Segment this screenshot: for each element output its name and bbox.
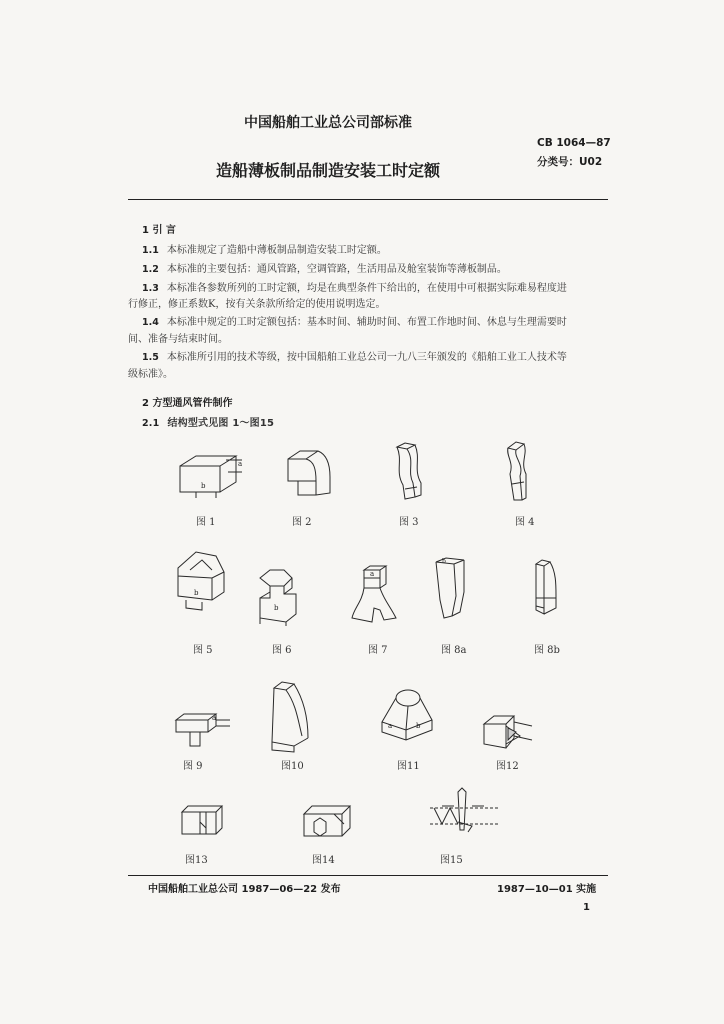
clause-1-3-cont: 行修正，修正系数K，按有关条款所给定的使用说明选定。 (128, 299, 386, 310)
figure-8a-drawing (432, 556, 472, 622)
figure-7-drawing (350, 562, 402, 630)
clause-text: 本标准规定了造船中薄板制品制造安装工时定额。 (166, 245, 387, 256)
figure-3-drawing (393, 441, 423, 503)
figure-15-caption: 图15 (440, 855, 463, 866)
clause-1-1 (142, 241, 612, 256)
clause-text: 本标准所引用的技术等级，按中国船舶工业总公司一九八三年颁发的《船舶工业工人技术等 (166, 352, 567, 363)
figure-8b-caption: 图 8b (534, 645, 560, 656)
figure-4-caption: 图 4 (515, 517, 535, 528)
dimension-label-b: b (194, 589, 199, 597)
clause-2-1 (142, 414, 274, 429)
figure-1-drawing (176, 452, 246, 500)
figure-5-drawing (172, 548, 228, 614)
figure-5-caption: 图 5 (193, 645, 213, 656)
figure-9-drawing (172, 708, 234, 752)
figure-7-caption: 图 7 (368, 645, 388, 656)
figure-11-drawing (378, 686, 436, 748)
clause-number: 2.1 (142, 418, 160, 429)
figure-12-drawing (480, 710, 538, 754)
figure-8b-drawing (530, 558, 566, 624)
clause-text: 本标准的主要包括：通风管路，空调管路，生活用品及舱室装饰等薄板制品。 (166, 264, 507, 275)
clause-1-4-cont: 间、准备与结束时间。 (128, 334, 228, 345)
page-number: 1 (583, 902, 590, 913)
clause-1-5-cont: 级标准》。 (128, 369, 173, 380)
figure-14-drawing (298, 804, 356, 842)
standard-number: CB 1064—87 (537, 137, 611, 149)
clause-number: 1.4 (142, 317, 159, 328)
dimension-label-a: a (370, 570, 375, 578)
dimension-label-a: a (238, 460, 243, 468)
clause-number: 1.5 (142, 352, 159, 363)
effective-date: 1987—10—01 实施 (497, 884, 597, 895)
dimension-label-a: a (212, 714, 217, 722)
issue-date: 中国船舶工业总公司 1987—06—22 发布 (148, 884, 341, 895)
clause-number: 1.3 (142, 283, 159, 294)
figure-9-caption: 图 9 (183, 761, 203, 772)
dimension-label-b: b (416, 722, 421, 730)
clause-text: 结构型式见图 1～图15 (167, 418, 275, 429)
figure-2-drawing (284, 447, 334, 499)
figure-3-caption: 图 3 (399, 517, 419, 528)
clause-number: 1.2 (142, 264, 159, 275)
clause-1-4 (142, 313, 612, 328)
issuing-organization: 中国船舶工业总公司部标准 (244, 115, 412, 131)
figure-10-drawing (268, 680, 312, 756)
dimension-label-b: b (201, 482, 206, 490)
figure-2-caption: 图 2 (292, 517, 312, 528)
figure-14-caption: 图14 (312, 855, 335, 866)
clause-1-3 (142, 279, 612, 294)
footer-rule (128, 875, 608, 876)
document-title: 造船薄板制品制造安装工时定额 (216, 161, 441, 180)
dimension-label-a: a (388, 722, 393, 730)
figure-6-drawing (256, 564, 302, 628)
section-1-heading: 1 引 言 (142, 225, 176, 236)
clause-text: 本标准中规定的工时定额包括：基本时间、辅助时间、布置工作地时间、休息与生理需要时 (166, 317, 567, 328)
clause-text: 本标准各参数所列的工时定额，均是在典型条件下给出的，在使用中可根据实际难易程度进 (166, 283, 567, 294)
figure-10-caption: 图10 (281, 761, 304, 772)
figure-11-caption: 图11 (397, 761, 420, 772)
clause-1-5 (142, 348, 612, 363)
dimension-label-b: b (442, 558, 446, 565)
header-rule (128, 199, 608, 200)
classification-code: 分类号：U02 (537, 156, 603, 168)
figure-8a-caption: 图 8a (441, 645, 467, 656)
figure-13-caption: 图13 (185, 855, 208, 866)
figure-1-caption: 图 1 (196, 517, 216, 528)
figure-6-caption: 图 6 (272, 645, 292, 656)
dimension-label-b: b (274, 604, 279, 612)
figure-15-drawing (428, 786, 502, 842)
clause-number: 1.1 (142, 245, 159, 256)
section-2-heading: 2 方型通风管件制作 (142, 398, 233, 409)
clause-1-2 (142, 260, 612, 275)
figure-13-drawing (178, 804, 228, 838)
figure-12-caption: 图12 (496, 761, 519, 772)
figure-4-drawing (502, 440, 532, 504)
